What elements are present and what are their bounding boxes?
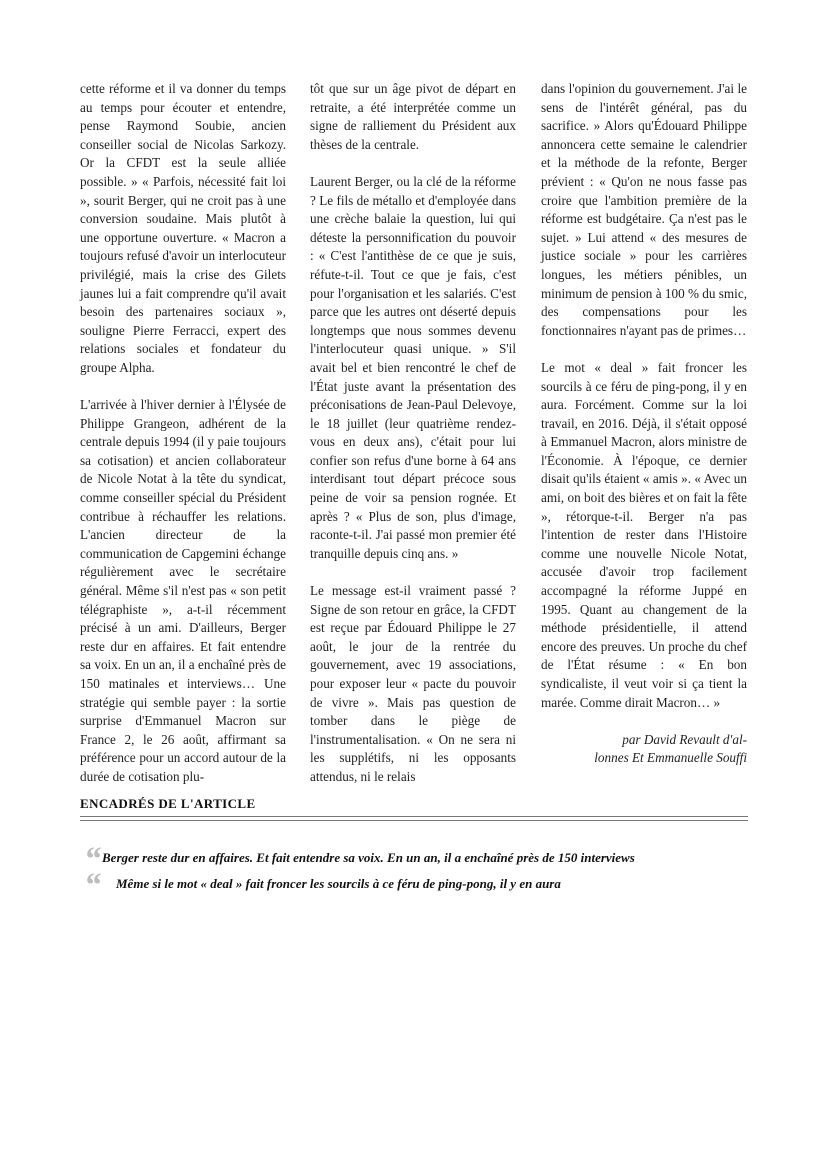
pull-quote: [84, 841, 748, 878]
quote-mark-icon: “: [84, 841, 101, 878]
article-paragraph: Laurent Berger, ou la clé de la réforme ? Le fils de métallo et d'employée dans une crèche balaie la question, lui qui déteste la personnification du pouvoir : « C'est l'antithèse de ce que je suis, réfute-t-il. Tout ce que je fais, c'est pour l'organisation et les salariés. C'est parce que les autres ont déserté depuis longtemps que nous sommes devenu l'interlocuteur quasi unique. » S'il avait bel et bien rencontré le chef de l'État juste avant la présentation des préconisations de Jean-Paul Delevoye, le 18 juillet (leur quatrième rendez-vous en deux ans), c'était pour lui confier son refus d'une borne à 64 ans interdisant tout départ précoce sous peine de voir sa pension rognée. Et après ? « Plus de son, plus d'image, raconte-t-il. J'ai passé mon premier été tranquille depuis cinq ans. »: [310, 173, 516, 561]
encadres-title: ENCADRÉS DE L'ARTICLE: [80, 796, 256, 811]
divider: [80, 816, 748, 817]
pull-quote: [84, 867, 748, 904]
article-column-2: [310, 80, 516, 787]
byline-line: lonnes Et Emmanuelle Souffi: [594, 750, 747, 766]
article-column-1: [80, 80, 286, 787]
article-paragraph: tôt que sur un âge pivot de départ en retraite, a été interprétée comme un signe de ralliement du Président aux thèses de la centrale.: [310, 81, 516, 152]
article-paragraph: Le message est-il vraiment passé ? Signe de son retour en grâce, la CFDT est reçue par Édouard Philippe le 27 août, le jour de la rentrée du gouvernement, avec 19 associations, pour exposer leur « pacte du pouvoir de vivre ». Mais pas question de tomber dans le piège de l'instrumentalisation. « On ne sera ni les supplétifs, ni les opposants attendus, ni le relais: [310, 583, 516, 784]
article-paragraph: cette réforme et il va donner du temps au temps pour écouter et entendre, pense Raymond Soubie, ancien conseiller social de Nicolas Sarkozy. Or la CFDT est la seule alliée possible. » « Parfois, nécessité fait loi », sourit Berger, qui ne croit pas à une conversion soudaine. Mais plutôt à une opportune ouverture. « Macron a toujours refusé d'avoir un interlocuteur privilégié, mais la crise des Gilets jaunes lui a fait comprendre qu'il avait besoin des partenaires sociaux », souligne Pierre Ferracci, expert des relations sociales et fondateur du groupe Alpha.: [80, 81, 286, 375]
article-column-3: [541, 80, 747, 768]
article-paragraph: dans l'opinion du gouvernement. J'ai le sens de l'intérêt général, pas du sacrifice. » Alors qu'Édouard Philippe annoncera cette semaine le calendrier et la méthode de la refonte, Berger prévient : « Qu'on ne nous fasse pas croire que l'ambition première de la réforme est budgétaire. Ça n'est pas le sujet. » Lui attend « des mesures de justice sociale » pour les carrières longues, les métiers pénibles, un minimum de pension à 100 % du smic, des compensations pour les fonctionnaires n'ayant pas de primes…: [541, 81, 747, 338]
pull-quote-text: Même si le mot « deal » fait froncer les sourcils à ce féru de ping-pong, il y en aura: [116, 876, 561, 891]
byline-line: par David Revault d'al-: [622, 731, 747, 747]
pull-quote-text: Berger reste dur en affaires. Et fait entendre sa voix. En un an, il a enchaîné près de 150 interviews: [102, 850, 635, 865]
article-paragraph: L'arrivée à l'hiver dernier à l'Élysée de Philippe Grangeon, adhérent de la centrale depuis 1994 (il y paie toujours sa cotisation) et ancien collaborateur de Nicole Notat à la tête du syndicat, comme conseiller spécial du Président contribue à réchauffer les relations. L'ancien directeur de la communication de Capgemini échange régulièrement avec le secrétaire général. Même s'il n'est pas « son petit télégraphiste », a-t-il récemment précisé à un ami. D'ailleurs, Berger reste dur en affaires. Et fait entendre sa voix. En un an, il a enchaîné près de 150 matinales et interviews… Une stratégie qui semble payer : la sortie surprise d'Emmanuel Macron sur France 2, le 26 août, affirmant sa préférence pour un accord autour de la durée de cotisation plu-: [80, 397, 286, 784]
quote-mark-icon: “: [84, 867, 101, 904]
divider: [80, 820, 748, 821]
byline: [541, 731, 747, 768]
article-paragraph: Le mot « deal » fait froncer les sourcils à ce féru de ping-pong, il y en aura. Forcément. Comme sur la loi travail, en 2016. Déjà, il s'était opposé à Emmanuel Macron, alors ministre de l'Économie. À l'époque, ce dernier disait qu'ils étaient « amis ». « Avec un ami, on boit des bières et on fait la fête », rétorque-t-il. Berger n'a pas l'intention de rester dans l'Histoire comme une nouvelle Nicole Notat, accusée d'avoir trop facilement accompagné la réforme Juppé en 1995. Quant au changement de la méthode présidentielle, il attend encore des preuves. Un proche du chef de l'État résume : « En bon syndicaliste, il veut voir si ça tient la marée. Comme dirait Macron… »: [541, 359, 747, 710]
